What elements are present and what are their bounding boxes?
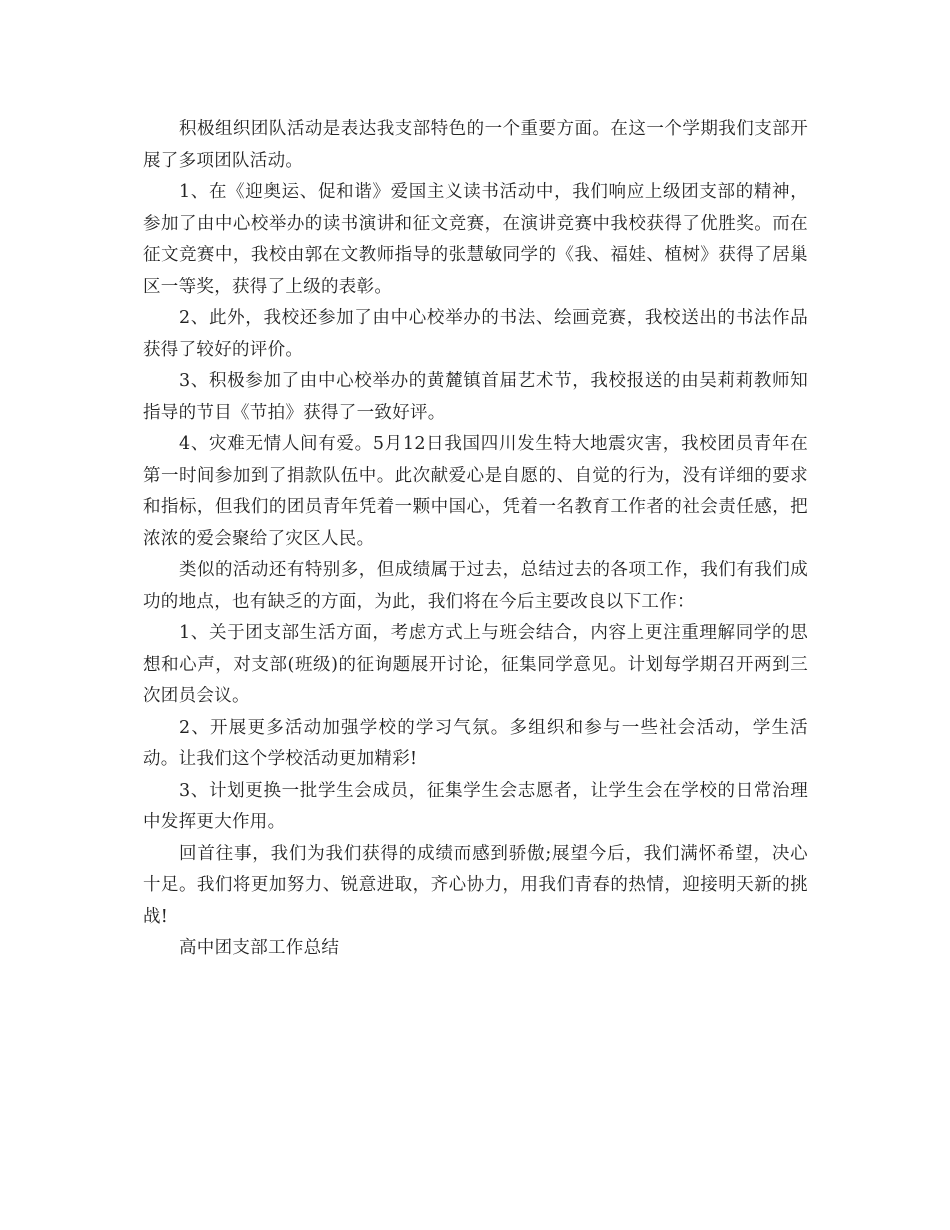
paragraph-item-earthquake-donation: 4、灾难无情人间有爱。5月12日我国四川发生特大地震灾害，我校团员青年在第一时间参加到了捐款队伍中。此次献爱心是自愿的、自觉的行为，没有详细的要求和指标，但我们的团员青年凭着一颗中国心，凭着一名教育工作者的社会责任感，把浓浓的爱会聚给了灾区人民。 [143,434,808,549]
paragraph-conclusion: 回首往事，我们为我们获得的成绩而感到骄傲;展望今后，我们满怀希望，决心十足。我们将更加努力、锐意进取，齐心协力，用我们青春的热情，迎接明天新的挑战! [143,843,808,927]
paragraph-item-reading-activity: 1、在《迎奥运、促和谐》爱国主义读书活动中，我们响应上级团支部的精神，参加了由中心校举办的读书演讲和征文竞赛，在演讲竞赛中我校获得了优胜奖。而在征文竞赛中，我校由郭在文教师指导的张慧敏同学的《我、福娃、植树》获得了居巢区一等奖，获得了上级的表彰。 [143,182,808,297]
paragraph-item-calligraphy-contest: 2、此外，我校还参加了由中心校举办的书法、绘画竞赛，我校送出的书法作品获得了较好的评价。 [143,308,808,360]
section-heading: 高中团支部工作总结 [179,938,340,958]
paragraph-summary-improvements: 类似的活动还有特别多，但成绩属于过去，总结过去的各项工作，我们有我们成功的地点，也有缺乏的方面，为此，我们将在今后主要改良以下工作： [143,560,808,612]
document-body [143,114,808,965]
paragraph-plan-study-atmosphere: 2、开展更多活动加强学校的学习气氛。多组织和参与一些社会活动，学生活动。让我们这个学校活动更加精彩! [143,717,808,769]
paragraph-item-art-festival: 3、积极参加了由中心校举办的黄麓镇首届艺术节，我校报送的由吴莉莉教师知指导的节目《节拍》获得了一致好评。 [143,371,808,423]
paragraph-intro: 积极组织团队活动是表达我支部特色的一个重要方面。在这一个学期我们支部开展了多项团队活动。 [143,119,808,171]
paragraph-plan-branch-life: 1、关于团支部生活方面，考虑方式上与班会结合，内容上更注重理解同学的思想和心声，对支部(班级)的征询题展开讨论，征集同学意见。计划每学期召开两到三次团员会议。 [143,623,808,706]
paragraph-plan-student-union: 3、计划更换一批学生会成员，征集学生会志愿者，让学生会在学校的日常治理中发挥更大作用。 [143,780,808,832]
